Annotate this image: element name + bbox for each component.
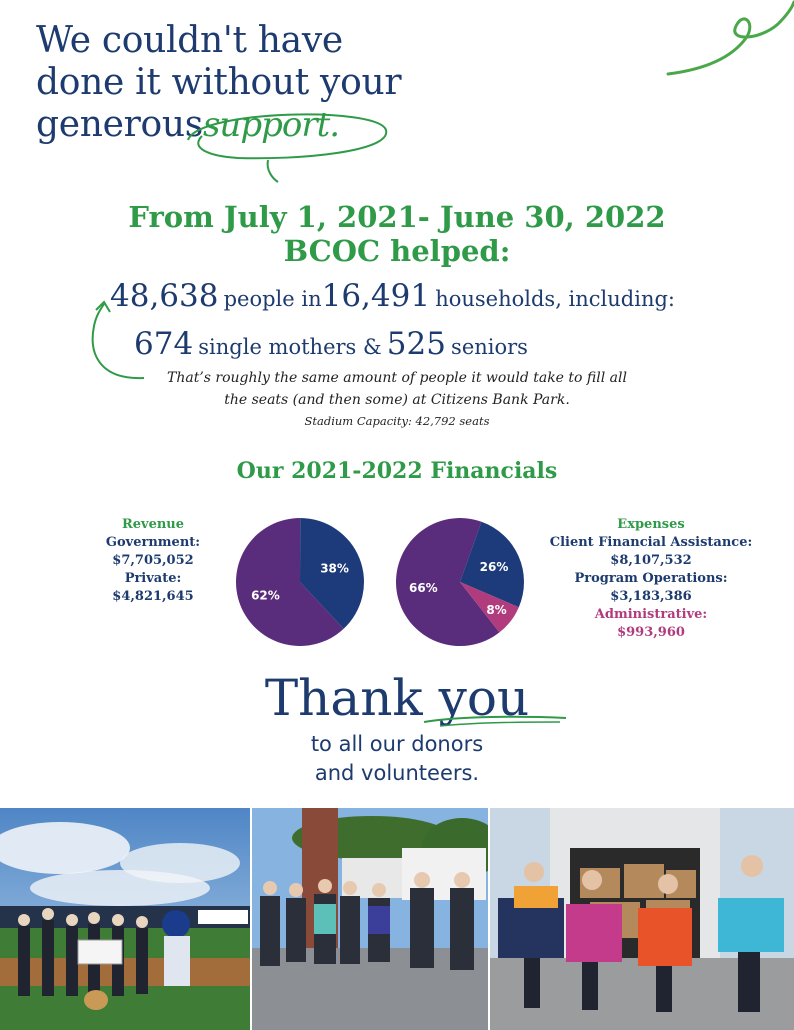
client-assistance-value: $8,107,532 — [610, 553, 692, 568]
mothers-count: 674 — [134, 326, 194, 362]
revenue-heading: Revenue — [121, 517, 185, 532]
thank-word: Thank — [264, 669, 423, 727]
comparison-line-2: the seats (and then some) at Citizens Bank Park. — [224, 392, 570, 408]
people-count: 48,638 — [110, 278, 219, 314]
stadium-capacity: Stadium Capacity: 42,792 seats — [304, 414, 490, 428]
ballpark-group-photo — [0, 808, 250, 1030]
pie-label-government: 62% — [251, 588, 280, 603]
revenue-pie-chart — [234, 516, 366, 648]
thanks-line-2: and volunteers. — [314, 761, 480, 785]
program-operations-label: Program Operations: — [574, 571, 728, 586]
headline-line-2: done it without your — [36, 62, 402, 103]
stadium-comparison — [0, 367, 794, 411]
administrative-label: Administrative: — [594, 607, 708, 622]
stats-row-people — [110, 278, 675, 314]
financials-title: Our 2021-2022 Financials — [236, 458, 558, 484]
thanks-line-1: to all our donors — [310, 732, 484, 756]
seniors-count: 525 — [386, 326, 446, 362]
support-swash-icon — [178, 100, 398, 186]
you-word: you — [438, 669, 530, 727]
program-operations-value: $3,183,386 — [610, 589, 692, 604]
expenses-pie-chart — [394, 516, 526, 648]
pie-label-private: 38% — [320, 561, 349, 576]
volunteers-truck-photo — [252, 808, 488, 1030]
headline-generous: generous — [36, 104, 203, 145]
expenses-heading: Expenses — [617, 517, 685, 532]
photo-strip — [0, 808, 794, 1030]
administrative-value: $993,960 — [617, 625, 685, 640]
period-dates: From July 1, 2021- June 30, 2022 — [128, 200, 666, 234]
client-assistance-label: Client Financial Assistance: — [549, 535, 753, 550]
expenses-legend — [546, 516, 756, 642]
period-heading — [0, 200, 794, 268]
government-value: $7,705,052 — [112, 553, 194, 568]
private-label: Private: — [124, 571, 182, 586]
pie-label-administrative: 8% — [486, 603, 507, 618]
mothers-text: single mothers & — [198, 335, 382, 359]
coat-drive-photo — [490, 808, 794, 1030]
people-text: people in — [223, 287, 322, 311]
stats-row-groups — [134, 326, 528, 362]
government-label: Government: — [105, 535, 201, 550]
pie-label-program-operations: 26% — [479, 560, 509, 575]
households-count: 16,491 — [321, 278, 431, 314]
pie-label-client-financial-assistance: 66% — [408, 580, 438, 595]
headline-line-1: We couldn't have — [36, 20, 343, 61]
revenue-legend — [92, 516, 214, 606]
seniors-text: seniors — [451, 335, 528, 359]
private-value: $4,821,645 — [112, 589, 194, 604]
decorative-swirl-icon — [660, 0, 794, 84]
headline-support-script: support. — [202, 105, 340, 145]
comparison-line-1: That’s roughly the same amount of people it would take to fill all — [167, 370, 627, 386]
thank-you-block — [0, 666, 794, 788]
thank-you-heading — [0, 666, 794, 730]
you-underline-icon — [420, 710, 570, 730]
period-helped: BCOC helped: — [283, 234, 511, 268]
households-text: households, including: — [435, 287, 675, 311]
